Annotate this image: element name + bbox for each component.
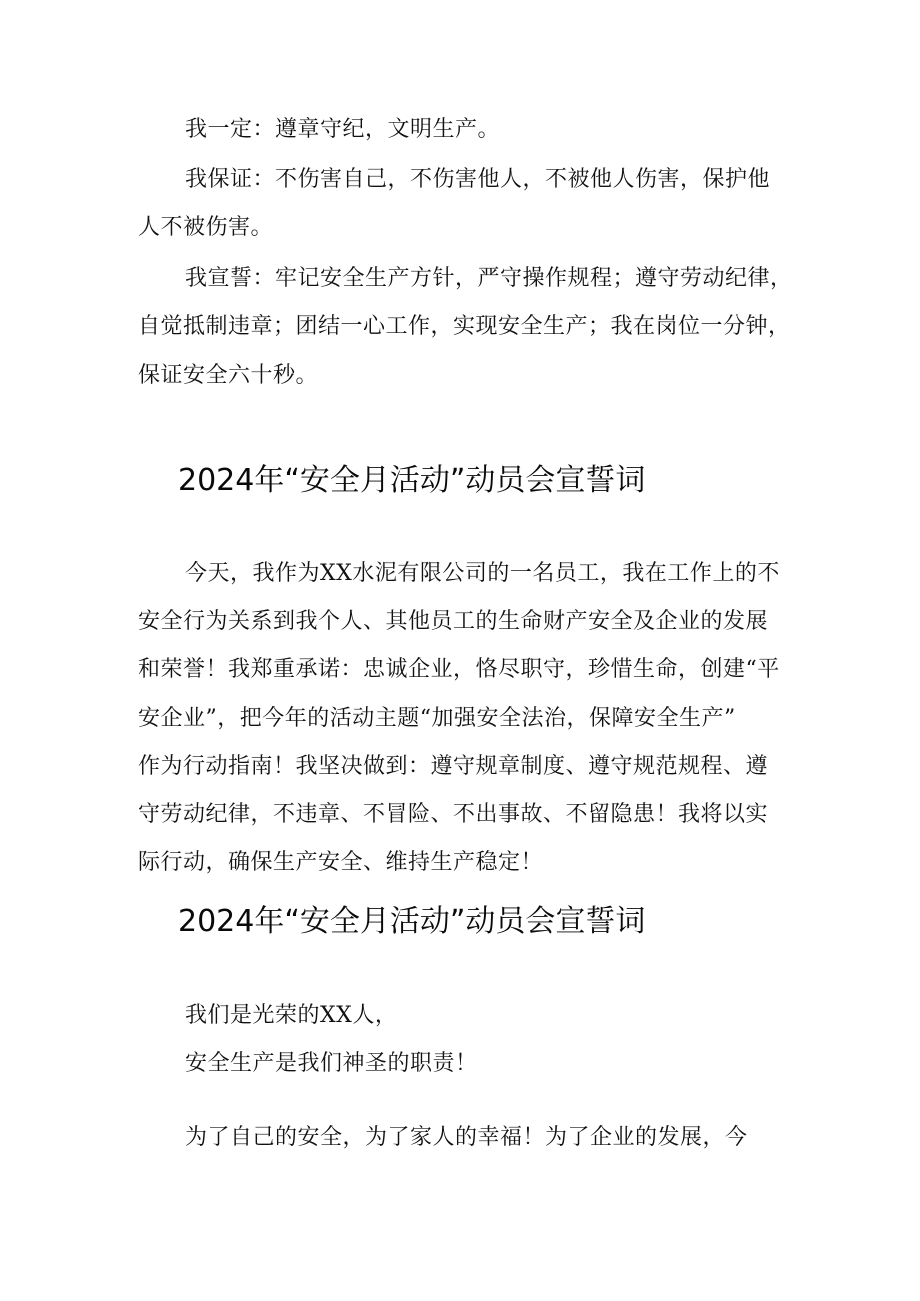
paragraph-line-5: 作为行动指南！我坚决做到：遵守规章制度、遵守规范规程、遵 — [138, 754, 769, 779]
oath-line-1: 我们是光荣的XX人， — [185, 1003, 398, 1028]
section-title-2: 2024年“安全月活动”动员会宣誓词 — [178, 904, 646, 939]
paragraph-line-1: 今天，我作为XX水泥有限公司的一名员工，我在工作上的不 — [185, 561, 780, 586]
pledge-line-1: 我一定：遵章守纪，文明生产。 — [185, 117, 501, 142]
paragraph-line-2: 安全行为关系到我个人、其他员工的生命财产安全及企业的发展 — [138, 609, 769, 634]
paragraph-line-4: 安企业”，把今年的活动主题“加强安全法治，保障安全生产” — [138, 706, 736, 731]
section-title-1: 2024年“安全月活动”动员会宣誓词 — [178, 463, 646, 498]
pledge-line-3: 人不被伤害。 — [138, 215, 274, 240]
paragraph-line-3: 和荣誉！我郑重承诺：忠诚企业，恪尽职守，珍惜生命，创建“平 — [138, 657, 780, 682]
pledge-line-5: 自觉抵制违章；团结一心工作，实现安全生产；我在岗位一分钟， — [138, 314, 791, 339]
oath-line-3: 为了自己的安全，为了家人的幸福！为了企业的发展，今 — [185, 1125, 748, 1150]
pledge-line-4: 我宣誓：牢记安全生产方针，严守操作规程；遵守劳动纪律， — [185, 266, 793, 291]
paragraph-line-7: 际行动，确保生产安全、维持生产稳定！ — [138, 850, 544, 875]
paragraph-line-6: 守劳动纪律，不违章、不冒险、不出事故、不留隐患！我将以实 — [138, 802, 769, 827]
pledge-line-2: 我保证：不伤害自己，不伤害他人，不被他人伤害，保护他 — [185, 167, 771, 192]
pledge-line-6: 保证安全六十秒。 — [138, 363, 319, 388]
oath-line-2: 安全生产是我们神圣的职责！ — [185, 1051, 478, 1076]
